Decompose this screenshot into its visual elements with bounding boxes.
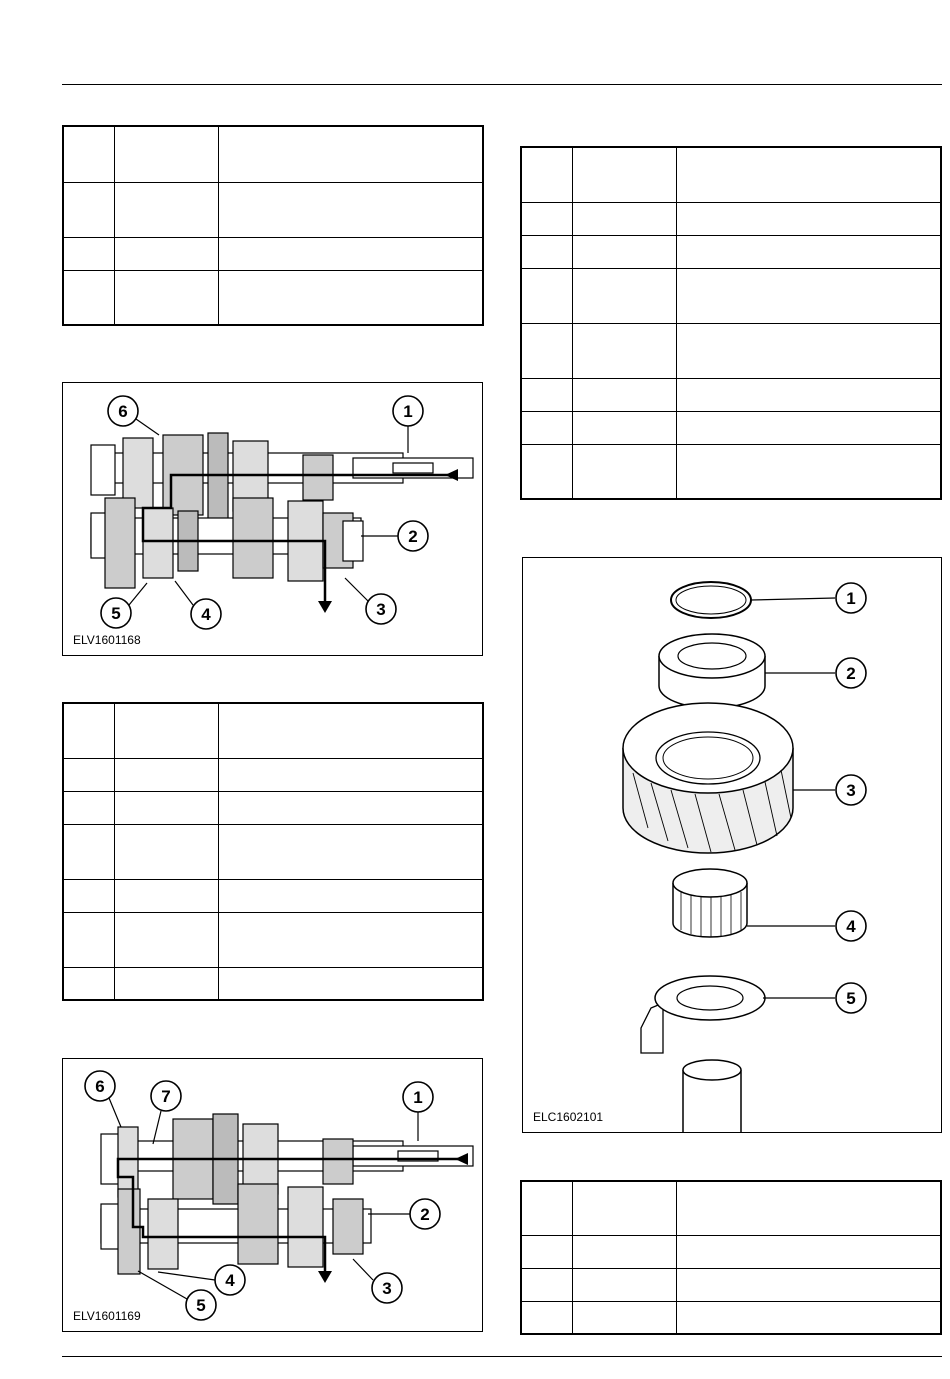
- table-row: [63, 270, 483, 325]
- table-row: [521, 1235, 941, 1268]
- gearbox-diagram: [63, 383, 482, 655]
- callout-4: 4: [201, 605, 211, 624]
- table-row: [63, 824, 483, 879]
- table-2: [520, 146, 942, 500]
- figure-gear-assembly: [522, 557, 942, 1133]
- table-row: [63, 879, 483, 912]
- figure-id: ELV1601168: [73, 633, 141, 647]
- gearbox-diagram: [63, 1059, 482, 1331]
- table-row: [521, 378, 941, 411]
- callout-6: 6: [95, 1077, 105, 1096]
- callout-4: 4: [846, 917, 856, 936]
- callout-2: 2: [420, 1205, 430, 1224]
- table-row: [521, 1301, 941, 1334]
- table-row: [521, 1268, 941, 1301]
- table-row: [63, 758, 483, 791]
- callout-5: 5: [196, 1296, 206, 1315]
- callout-1: 1: [403, 402, 413, 421]
- table-row: [521, 202, 941, 235]
- table-row: [63, 791, 483, 824]
- figure-id: ELC1602101: [533, 1110, 604, 1124]
- callout-3: 3: [376, 600, 386, 619]
- table-row: [63, 237, 483, 270]
- table-row: [521, 1181, 941, 1235]
- callout-4: 4: [225, 1271, 235, 1290]
- figure-gearbox-power-flow-2: [62, 1058, 483, 1332]
- gear-exploded-diagram: [523, 558, 941, 1132]
- table-row: [521, 268, 941, 323]
- callout-3: 3: [382, 1279, 392, 1298]
- callout-6: 6: [118, 402, 128, 421]
- table-row: [521, 444, 941, 499]
- table-row: [521, 235, 941, 268]
- table-row: [63, 967, 483, 1000]
- table-1: [62, 125, 484, 326]
- callout-1: 1: [413, 1088, 423, 1107]
- table-row: [63, 912, 483, 967]
- table-row: [63, 182, 483, 237]
- table-row: [63, 703, 483, 758]
- table-4: [520, 1180, 942, 1335]
- table-row: [63, 126, 483, 182]
- callout-1: 1: [846, 589, 856, 608]
- callout-5: 5: [846, 989, 856, 1008]
- table-row: [521, 323, 941, 378]
- table-row: [521, 411, 941, 444]
- callout-2: 2: [408, 527, 418, 546]
- callout-7: 7: [161, 1087, 171, 1106]
- callout-5: 5: [111, 604, 121, 623]
- table-3: [62, 702, 484, 1001]
- callout-2: 2: [846, 664, 856, 683]
- callout-3: 3: [846, 781, 856, 800]
- figure-gearbox-power-flow-1: [62, 382, 483, 656]
- footer-rule: [62, 1356, 942, 1357]
- figure-id: ELV1601169: [73, 1309, 141, 1323]
- header-rule: [62, 84, 942, 85]
- table-row: [521, 147, 941, 202]
